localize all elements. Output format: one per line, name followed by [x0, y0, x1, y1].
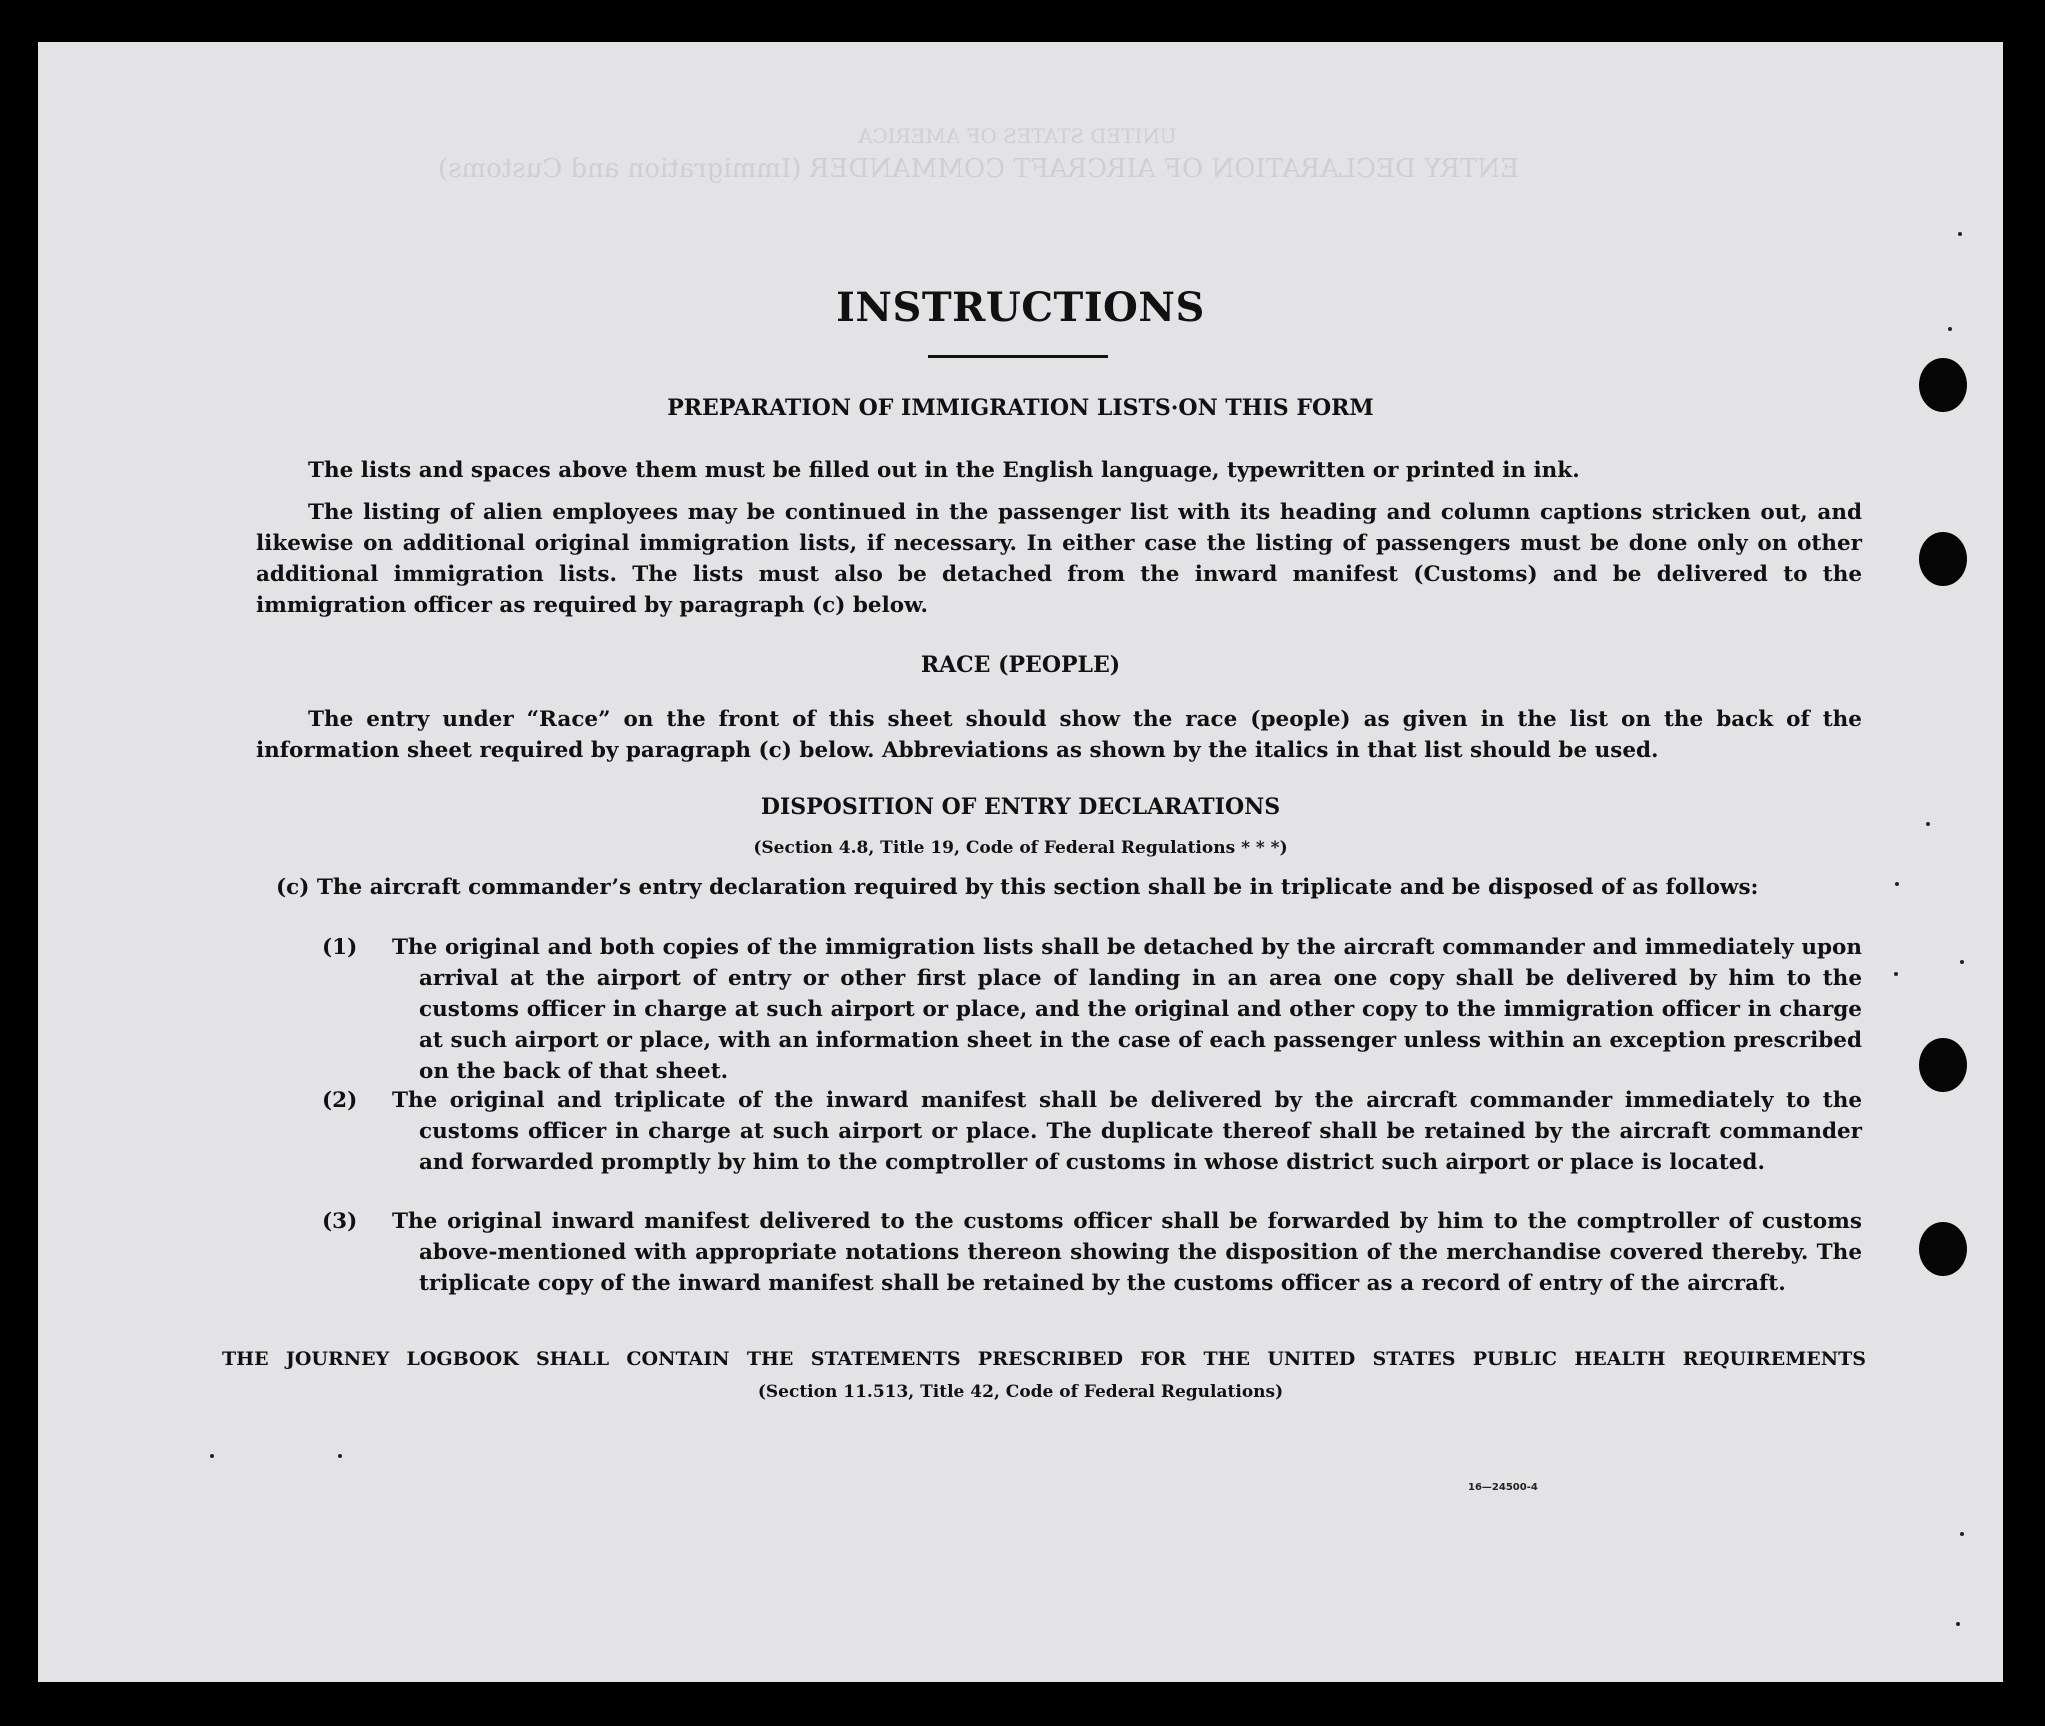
speck [1895, 882, 1899, 886]
speck [338, 1454, 342, 1458]
health-regulation-citation: (Section 11.513, Title 42, Code of Federal Regulations) [757, 1382, 1284, 1402]
section-heading-race: RACE (PEOPLE) [920, 652, 1121, 678]
section-heading-disposition: DISPOSITION OF ENTRY DECLARATIONS [760, 794, 1281, 820]
paragraph-alien-employees: The listing of alien employees may be continued in the passenger list with its heading and column captions stricken out, and likewise on additional original immigration lists, if necessary. In either case the listing of passengers must be done only on other additional immigration lists. The lists must also be detached from the inward manifest (Customs) and be delivered to the immigration officer as required by paragraph (c) below. [256, 500, 1862, 618]
list-item-number: (1) [322, 935, 358, 960]
speck [210, 1454, 214, 1458]
list-item-text: The original and both copies of the immigration lists shall be detached by the aircraft commander and immediately upon arrival at the airport of entry or other first place of landing in an area one copy shall be delivered by him to the customs officer in charge at such airport or place, and the original and other copy to the immigration officer in charge at such airport or place, with an information sheet in the case of each passenger unless within an exception prescribed on the back of that sheet. [392, 935, 1862, 1084]
list-item-text: The original inward manifest delivered to the customs officer shall be forwarded by him to the comptroller of customs above-mentioned with appropriate notations thereon showing the disposition of the merchandise covered thereby. The triplicate copy of the inward manifest shall be retained by the customs officer as a record of entry of the aircraft. [392, 1209, 1862, 1296]
list-item [322, 1085, 1862, 1178]
speck [1956, 1622, 1960, 1626]
speck [1926, 822, 1930, 826]
health-requirements-statement: THE JOURNEY LOGBOOK SHALL CONTAIN THE STATEMENTS PRESCRIBED FOR THE UNITED STATES PUBLIC HEALTH REQUIREMENTS [222, 1348, 1866, 1370]
bleed-through-line-1: UNITED STATES OF AMERICA [858, 124, 1177, 148]
speck [1894, 972, 1898, 976]
punch-hole [1919, 532, 1967, 586]
title-underline [928, 355, 1108, 358]
list-item-number: (2) [322, 1088, 358, 1113]
speck [1960, 960, 1964, 964]
paragraph-race: The entry under “Race” on the front of this sheet should show the race (people) as given in the list on the back of the information sheet required by paragraph (c) below. Abbreviations as shown by the italics in that list should be used. [256, 707, 1862, 763]
list-item-text: The original and triplicate of the inward manifest shall be delivered by the aircraft commander immediately to the customs officer in charge at such airport or place. The duplicate thereof shall be retained by the aircraft commander and forwarded promptly by him to the comptroller of customs in whose district such airport or place is located. [392, 1088, 1862, 1175]
punch-hole [1919, 1038, 1967, 1092]
speck [1948, 327, 1952, 331]
form-number: 16—24500-4 [1468, 1482, 1538, 1493]
list-item-number: (3) [322, 1209, 358, 1234]
punch-hole [1919, 358, 1967, 412]
paragraph-english-language: The lists and spaces above them must be filled out in the English language, typewritten or printed in ink. [308, 458, 1580, 483]
paragraph-c: (c) The aircraft commander’s entry declaration required by this section shall be in triplicate and be disposed of as follows: [276, 875, 1759, 900]
speck [1958, 232, 1962, 236]
page-title: INSTRUCTIONS [836, 284, 1205, 331]
bleed-through-line-2: ENTRY DECLARATION OF AIRCRAFT COMMANDER (Immigration and Customs) [438, 154, 1520, 184]
list-item [322, 1206, 1862, 1299]
punch-hole [1919, 1222, 1967, 1276]
list-item [322, 932, 1862, 1087]
document-page [38, 42, 2003, 1682]
section-heading-preparation: PREPARATION OF IMMIGRATION LISTS·ON THIS FORM [667, 395, 1374, 421]
speck [1960, 1532, 1964, 1536]
regulation-citation: (Section 4.8, Title 19, Code of Federal Regulations * * *) [753, 838, 1288, 858]
